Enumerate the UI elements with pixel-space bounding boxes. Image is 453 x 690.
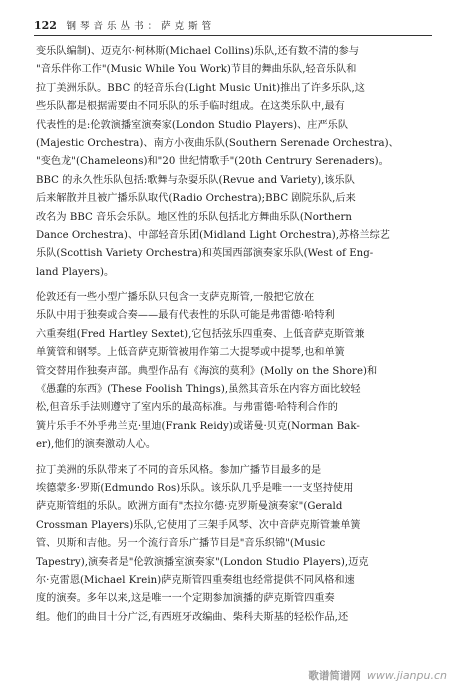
page-header [34,18,434,34]
text-line: 萨克斯管组的乐队。欧洲方面有"杰拉尔德·克罗斯曼演奏家"(Gerald [36,501,343,513]
site-watermark [308,664,447,686]
text-line: 代表性的是:伦敦演播室演奏家(London Studio Players)、庄严乐队 [36,119,349,131]
text-line: 些乐队都是根据需要由不同乐队的乐手临时组成。在这类乐队中,最有 [36,101,345,113]
text-line: 簧片乐手不外乎弗兰克·里迪(Frank Reidy)或诺曼·贝克(Norman Bak- [36,420,360,432]
text-line: BBC 的永久性乐队包括:歌舞与杂耍乐队(Revue and Variety),该乐队 [36,174,355,186]
text-line: 拉丁美洲乐队。BBC 的轻音乐台(Light Music Unit)推出了许多乐队,这 [36,82,365,94]
paragraph-gap [36,455,438,462]
page-number: 122 [34,19,57,32]
text-line: 伦敦还有一些小型广播乐队只包含一支萨克斯管,一般把它放在 [36,292,315,304]
text-line: 单簧管和钢琴。上低音萨克斯管被用作第二大提琴或中提琴,也和单簧 [36,347,345,359]
text-line: Tapestry),演奏者是"伦敦演播室演奏家"(London Studio Players),迈克 [36,556,369,568]
text-line: land Players)。 [36,266,115,278]
paragraph-gap [36,282,438,289]
text-line: 六重奏组(Fred Hartley Sextet),它包括弦乐四重奏、上低音萨克斯管兼 [36,328,365,340]
text-line: 尔·克雷恩(Michael Krein)萨克斯管四重奏组也经常提供不同风格和速 [36,574,355,586]
text-line: 乐队(Scottish Variety Orchestra)和英国西部演奏家乐队(West of Eng- [36,248,374,260]
text-line: er),他们的演奏激动人心。 [36,439,157,451]
text-line: 变乐队编制)、迈克尔·柯林斯(Michael Collins)乐队,还有数不清的参与 [36,46,360,57]
text-line: 松,但音乐手法则遵守了室内乐的最高标准。与弗雷德·哈特利合作的 [36,402,338,414]
text-line: 后来解散并且被广播乐队取代(Radio Orchestra);BBC 剧院乐队,后来 [36,193,356,205]
book-series-title: 钢 琴 音 乐 丛 书 ： 萨 克 斯 管 [66,21,212,32]
header-rule [34,35,432,36]
text-line: 改名为 BBC 音乐会乐队。地区性的乐队包括北方舞曲乐队(Northern [36,211,353,223]
text-line: 乐队中用于独奏或合奏——最有代表性的乐队可能是弗雷德·哈特利 [36,310,335,322]
text-line: Crossman Players)乐队,它使用了三架手风琴、次中音萨克斯管兼单簧 [36,519,361,531]
watermark-domain: www.jianpu.cn [366,668,447,682]
text-line: Dance Orchestra)、中部轻音乐团(Midland Light Orchestra),苏格兰综艺 [36,229,390,241]
text-line: 《愚蠢的东西》(These Foolish Things),虽然其音乐在内容方面比较轻 [36,384,361,396]
text-line: "变色龙"(Chameleons)和"20 世纪情歌手"(20th Centrury Serenaders)。 [36,156,389,168]
text-line: "音乐伴你工作"(Music While You Work)节目的舞曲乐队,轻音乐队和 [36,64,357,76]
watermark-site-name: 歌谱简谱网 [308,669,361,682]
text-line: 管、贝斯和吉他。另一个流行音乐广播节目是"音乐织锦"(Music [36,538,326,550]
page-body-text [36,43,438,627]
text-line: 埃德蒙多·罗斯(Edmundo Ros)乐队。该乐队几乎是唯一一支坚持使用 [36,482,354,494]
text-line: (Majestic Orchestra)、南方小夜曲乐队(Southern Serenade Orchestra)、 [36,137,399,149]
text-line: 度的演奏。多年以来,这是唯一一个定期参加演播的萨克斯管四重奏 [36,593,335,605]
text-line: 组。他们的曲目十分广泛,有西班牙改编曲、柴科夫斯基的轻松作品,还 [36,611,349,623]
text-line: 管交替用作独奏声部。典型作品有《海滨的莫利》(Molly on the Shore)和 [36,365,378,377]
text-line: 拉丁美洲的乐队带来了不同的音乐风格。参加广播节目最多的是 [36,464,322,476]
